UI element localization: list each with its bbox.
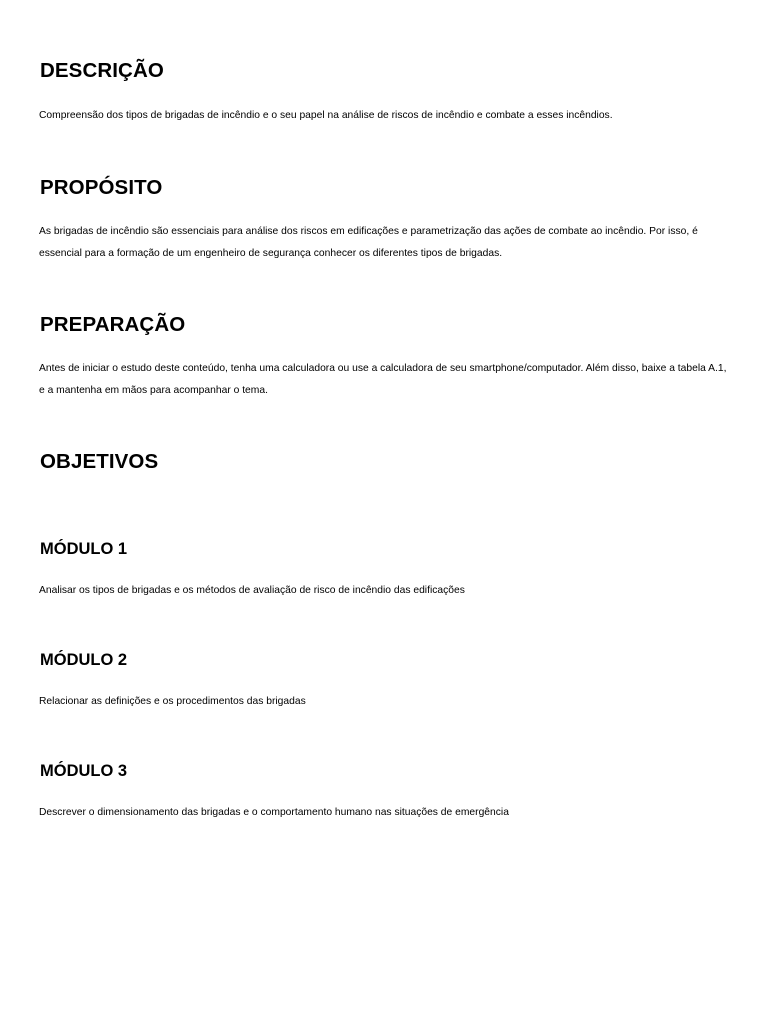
modulo-2-text: Relacionar as definições e os procedimentos das brigadas (39, 696, 306, 707)
descricao-text: Compreensão dos tipos de brigadas de incêndio e o seu papel na análise de riscos de incêndio e combate a esses incêndios. (39, 110, 613, 121)
proposito-heading: PROPÓSITO (40, 176, 163, 199)
preparacao-text: Antes de iniciar o estudo deste conteúdo, tenha uma calculadora ou use a calculadora de seu smartphone/computador. Além disso, baixe a tabela A.1, e a mantenha em mãos para acompanhar o tema. (39, 363, 727, 396)
objetivos-heading: OBJETIVOS (40, 450, 159, 473)
modulo-3-title: MÓDULO 3 (40, 762, 128, 780)
modulo-1-text: Analisar os tipos de brigadas e os métodos de avaliação de risco de incêndio das edificações (39, 585, 465, 596)
modulo-1-title: MÓDULO 1 (40, 540, 128, 558)
descricao-heading: DESCRIÇÃO (40, 59, 164, 82)
preparacao-heading: PREPARAÇÃO (40, 313, 186, 336)
modulo-2-title: MÓDULO 2 (40, 651, 128, 669)
modulo-3-text: Descrever o dimensionamento das brigadas e o comportamento humano nas situações de emergência (39, 807, 509, 818)
proposito-text: As brigadas de incêndio são essenciais para análise dos riscos em edificações e parametrização das ações de combate ao incêndio. Por isso, é essencial para a formação de um engenheiro de segurança conhecer os diferentes tipos de brigadas. (39, 226, 698, 259)
